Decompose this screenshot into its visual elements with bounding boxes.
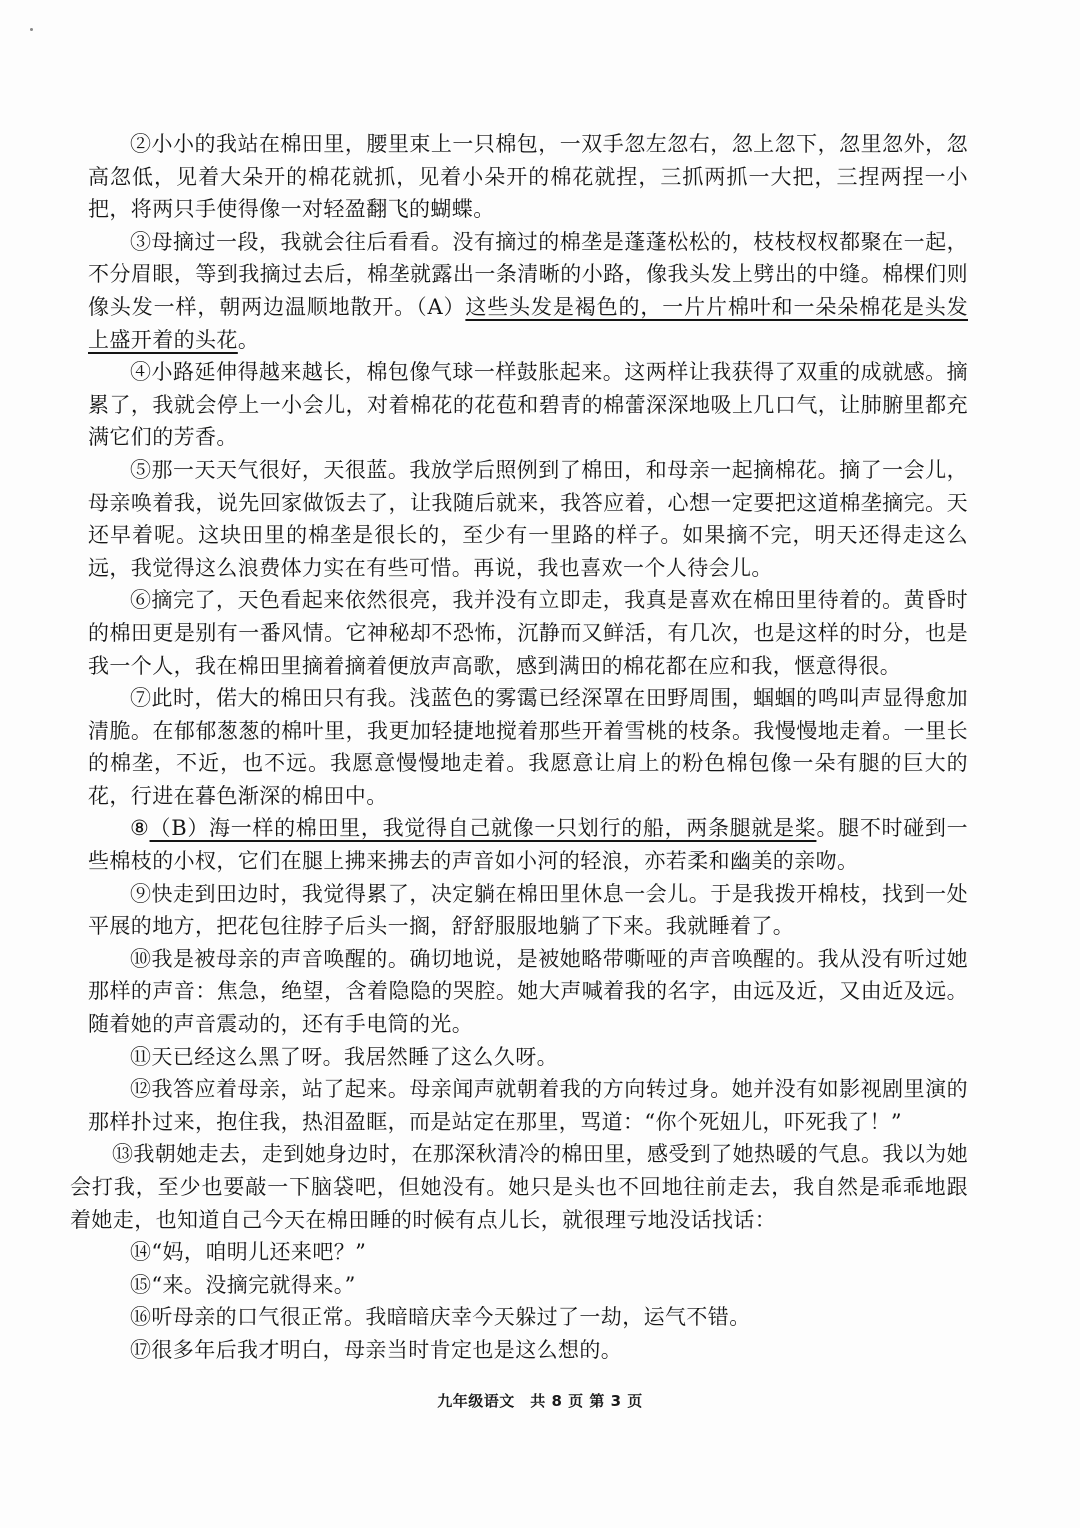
paragraph-13: ⑬我朝她走去，走到她身边时，在那深秋清冷的棉田里，感受到了她热暖的气息。我以为她会打我，至少也要敲一下脑袋吧，但她没有。她只是头也不回地往前走去，我自然是乖乖地跟着她走，也知道自己今天在棉田睡的时候有点儿长，就很理亏地没话找话： [70, 1142, 968, 1232]
paragraph-8-number: ⑧ [130, 816, 150, 841]
paragraph-8 [88, 812, 968, 877]
underlined-sentence-a: 这些头发是褐色的，一片片棉叶和一朵朵棉花是头发上盛开着的头花 [88, 294, 968, 352]
paragraph-12: ⑫我答应着母亲，站了起来。母亲闻声就朝着我的方向转过身。她并没有如影视剧里演的那样扑过来，抱住我，热泪盈眶，而是站定在那里，骂道：“你个死妞儿，吓死我了！” [88, 1077, 968, 1134]
paragraph-16: ⑯听母亲的口气很正常。我暗暗庆幸今天躲过了一劫，运气不错。 [130, 1305, 751, 1330]
page-footer: 九年级语文 共 8 页 第 3 页 [437, 1392, 643, 1410]
paragraph-6: ⑥摘完了，天色看起来依然很亮，我并没有立即走，我真是喜欢在棉田里待着的。黄昏时的棉田更是别有一番风情。它神秘却不恐怖，沉静而又鲜活，有几次，也是这样的时分，也是我一个人，我在棉田里摘着摘着便放声高歌，感到满田的棉花都在应和我，惬意得很。 [88, 588, 968, 678]
paragraph-7: ⑦此时，偌大的棉田只有我。浅蓝色的雾霭已经深罩在田野周围，蝈蝈的鸣叫声显得愈加清脆。在郁郁葱葱的棉叶里，我更加轻捷地搅着那些开着雪桃的枝条。我慢慢地走着。一里长的棉垄，不近，也不远。我愿意慢慢地走着。我愿意让肩上的粉色棉包像一朵有腿的巨大的花，行进在暮色渐深的棉田中。 [88, 686, 968, 808]
paragraph-3-end: 。 [237, 327, 260, 352]
paragraph-4: ④小路延伸得越来越长，棉包像气球一样鼓胀起来。这两样让我获得了双重的成就感。摘累了，我就会停上一小会儿，对着棉花的花苞和碧青的棉蕾深深地吸上几口气，让肺腑里都充满它们的芳香。 [88, 360, 968, 450]
paragraph-15: ⑮“来。没摘完就得来。” [130, 1272, 356, 1297]
paragraph-11: ⑪天已经这么黑了呀。我居然睡了这么久呀。 [130, 1044, 558, 1069]
paragraph-3 [88, 226, 968, 356]
reading-passage [70, 128, 968, 1367]
paragraph-10: ⑩我是被母亲的声音唤醒的。确切地说，是被她略带嘶哑的声音唤醒的。我从没有听过她那样的声音：焦急，绝望，含着隐隐的哭腔。她大声喊着我的名字，由远及近，又由近及远。随着她的声音震动的，还有手电筒的光。 [88, 946, 968, 1037]
paragraph-17: ⑰很多年后我才明白，母亲当时肯定也是这么想的。 [130, 1337, 623, 1362]
underlined-sentence-b: （B）海一样的棉田里，我觉得自己就像一只划行的船，两条腿就是桨 [149, 816, 817, 841]
paragraph-8-text: 。腿不时碰到一些棉枝的小杈，它们在腿上拂来拂去的声音如小河的轻浪，亦若柔和幽美的亲吻。 [88, 816, 968, 874]
paragraph-2: ②小小的我站在棉田里，腰里束上一只棉包，一双手忽左忽右，忽上忽下，忽里忽外，忽高忽低，见着大朵开的棉花就抓，见着小朵开的棉花就捏，三抓两抓一大把，三捏两捏一小把，将两只手使得像一对轻盈翻飞的蝴蝶。 [88, 132, 968, 222]
scan-speck [30, 28, 33, 31]
paragraph-9: ⑨快走到田边时，我觉得累了，决定躺在棉田里休息一会儿。于是我拨开棉枝，找到一处平展的地方，把花包往脖子后头一搁，舒舒服服地躺了下来。我就睡着了。 [88, 881, 968, 939]
paragraph-3-text: ③母摘过一段，我就会往后看看。没有摘过的棉垄是蓬蓬松松的，枝枝杈杈都聚在一起，不分眉眼，等到我摘过去后，棉垄就露出一条清晰的小路，像我头发上劈出的中缝。棉棵们则像头发一样，朝两边温顺地散开。（A） [88, 229, 968, 319]
paragraph-14: ⑭“妈，咱明儿还来吧？” [130, 1240, 367, 1265]
paragraph-5: ⑤那一天天气很好，天很蓝。我放学后照例到了棉田，和母亲一起摘棉花。摘了一会儿，母亲唤着我，说先回家做饭去了，让我随后就来，我答应着，心想一定要把这道棉垄摘完。天还早着呢。这块田里的棉垄是很长的，至少有一里路的样子。如果摘不完，明天还得走这么远，我觉得这么浪费体力实在有些可惜。再说，我也喜欢一个人待会儿。 [88, 457, 968, 580]
